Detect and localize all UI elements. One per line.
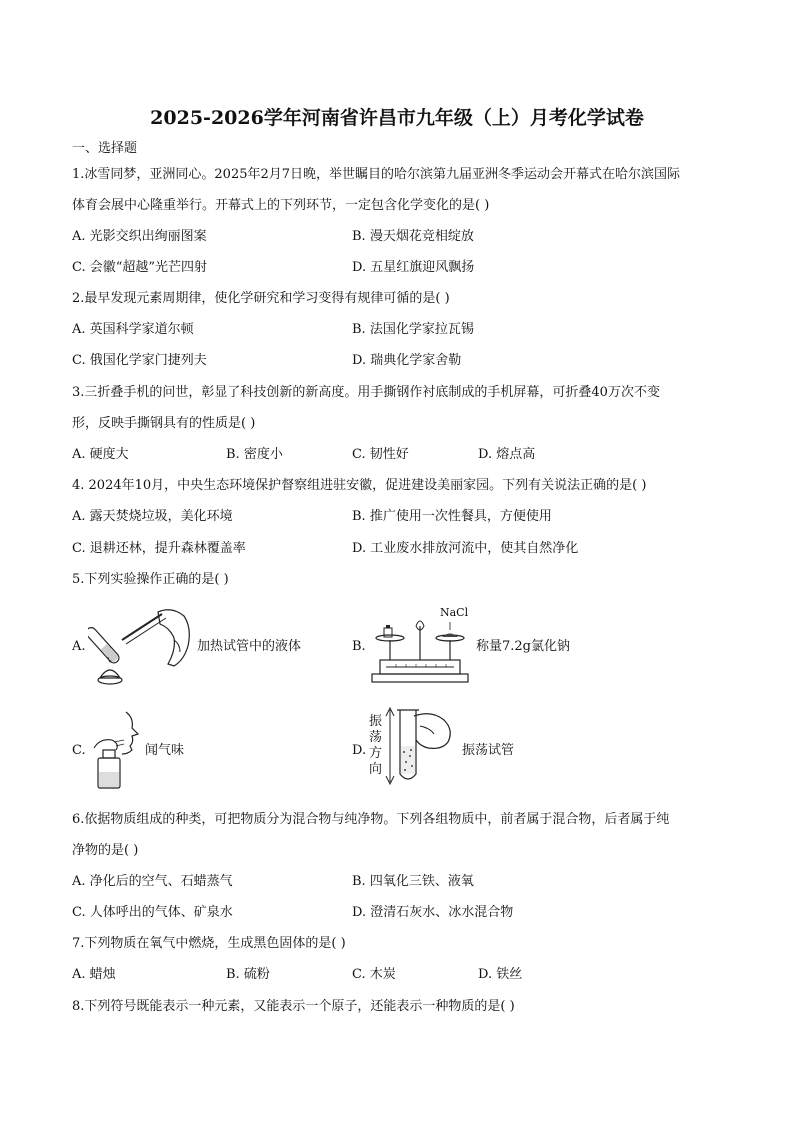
question-5-option-d-letter: D. xyxy=(352,743,367,758)
question-6-option-c: C. 人体呼出的气体、矿泉水 xyxy=(72,905,233,920)
question-7-option-b: B. 硫粉 xyxy=(226,967,270,982)
question-2-option-d: D. 瑞典化学家舍勒 xyxy=(352,353,462,368)
question-1-option-d: D. 五星红旗迎风飘扬 xyxy=(352,260,475,275)
smelling-gas-figure xyxy=(90,708,146,790)
question-5-option-b-caption: 称量7.2g氯化钠 xyxy=(476,639,570,654)
heating-test-tube-figure xyxy=(88,600,200,692)
question-4-option-c: C. 退耕还林，提升森林覆盖率 xyxy=(72,541,246,556)
question-1-option-c: C. 会徽“超越”光芒四射 xyxy=(72,260,208,275)
page-title: 2025-2026学年河南省许昌市九年级（上）月考化学试卷 xyxy=(150,107,644,129)
question-6-option-a: A. 净化后的空气、石蜡蒸气 xyxy=(72,874,233,889)
question-6-text: 6.依据物质组成的种类，可把物质分为混合物与纯净物。下列各组物质中，前者属于混合物，后者属于纯 xyxy=(72,812,670,827)
question-1-option-b: B. 漫天烟花竞相绽放 xyxy=(352,229,474,244)
question-8-text: 8.下列符号既能表示一种元素，又能表示一个原子，还能表示一种物质的是( ) xyxy=(72,999,515,1014)
question-1-text: 1.冰雪同梦，亚洲同心。2025年2月7日晚，举世瞩目的哈尔滨第九届亚洲冬季运动会开幕式在哈尔滨国际 xyxy=(72,167,681,182)
question-1-option-a: A. 光影交织出绚丽图案 xyxy=(72,229,207,244)
question-6-option-b: B. 四氧化三铁、液氧 xyxy=(352,874,474,889)
question-3-text: 3.三折叠手机的问世，彰显了科技创新的新高度。用手撕钢作衬底制成的手机屏幕，可折叠40万次不变 xyxy=(72,385,660,400)
question-5-option-c-letter: C. xyxy=(72,743,86,758)
question-3-option-c: C. 韧性好 xyxy=(352,447,409,462)
question-5-option-a-caption: 加热试管中的液体 xyxy=(197,639,302,654)
question-7-option-c: C. 木炭 xyxy=(352,967,396,982)
question-2-option-a: A. 英国科学家道尔顿 xyxy=(72,322,194,337)
question-6-text-cont: 净物的是( ) xyxy=(72,843,139,858)
question-5-option-a-letter: A. xyxy=(72,639,86,654)
question-3-option-b: B. 密度小 xyxy=(226,447,283,462)
shake-direction-char: 方 xyxy=(369,746,383,761)
question-2-option-b: B. 法国化学家拉瓦锡 xyxy=(352,322,474,337)
question-4-option-a: A. 露天焚烧垃圾，美化环境 xyxy=(72,509,233,524)
shake-direction-char: 荡 xyxy=(369,730,383,745)
shake-direction-char: 向 xyxy=(369,762,383,777)
shake-direction-char: 振 xyxy=(369,714,383,729)
nacl-label: NaCl xyxy=(440,606,469,619)
question-3-option-a: A. 硬度大 xyxy=(72,447,129,462)
shake-direction-label xyxy=(369,714,382,778)
question-1-text-cont: 体育会展中心隆重举行。开幕式上的下列环节，一定包含化学变化的是( ) xyxy=(72,198,490,213)
question-5-text: 5.下列实验操作正确的是( ) xyxy=(72,572,229,587)
question-6-option-d: D. 澄清石灰水、冰水混合物 xyxy=(352,905,514,920)
question-7-text: 7.下列物质在氧气中燃烧，生成黑色固体的是( ) xyxy=(72,936,346,951)
question-4-option-b: B. 推广使用一次性餐具，方便使用 xyxy=(352,509,552,524)
question-3-option-d: D. 熔点高 xyxy=(478,447,536,462)
question-7-option-d: D. 铁丝 xyxy=(478,967,523,982)
section-heading: 一、选择题 xyxy=(72,141,138,156)
question-2-option-c: C. 俄国化学家门捷列夫 xyxy=(72,353,207,368)
question-3-text-cont: 形，反映手撕钢具有的性质是( ) xyxy=(72,416,256,431)
question-5-option-b-letter: B. xyxy=(352,639,366,654)
shaking-test-tube-figure xyxy=(384,706,464,786)
question-4-option-d: D. 工业废水排放河流中，使其自然净化 xyxy=(352,541,579,556)
question-5-option-d-caption: 振荡试管 xyxy=(462,743,515,758)
question-2-text: 2.最早发现元素周期律，使化学研究和学习变得有规律可循的是( ) xyxy=(72,291,450,306)
question-7-option-a: A. 蜡烛 xyxy=(72,967,116,982)
question-5-option-c-caption: 闻气味 xyxy=(145,743,185,758)
question-4-text: 4. 2024年10月，中央生态环境保护督察组进驻安徽，促进建设美丽家园。下列有关说法正确的是( ) xyxy=(72,478,647,493)
